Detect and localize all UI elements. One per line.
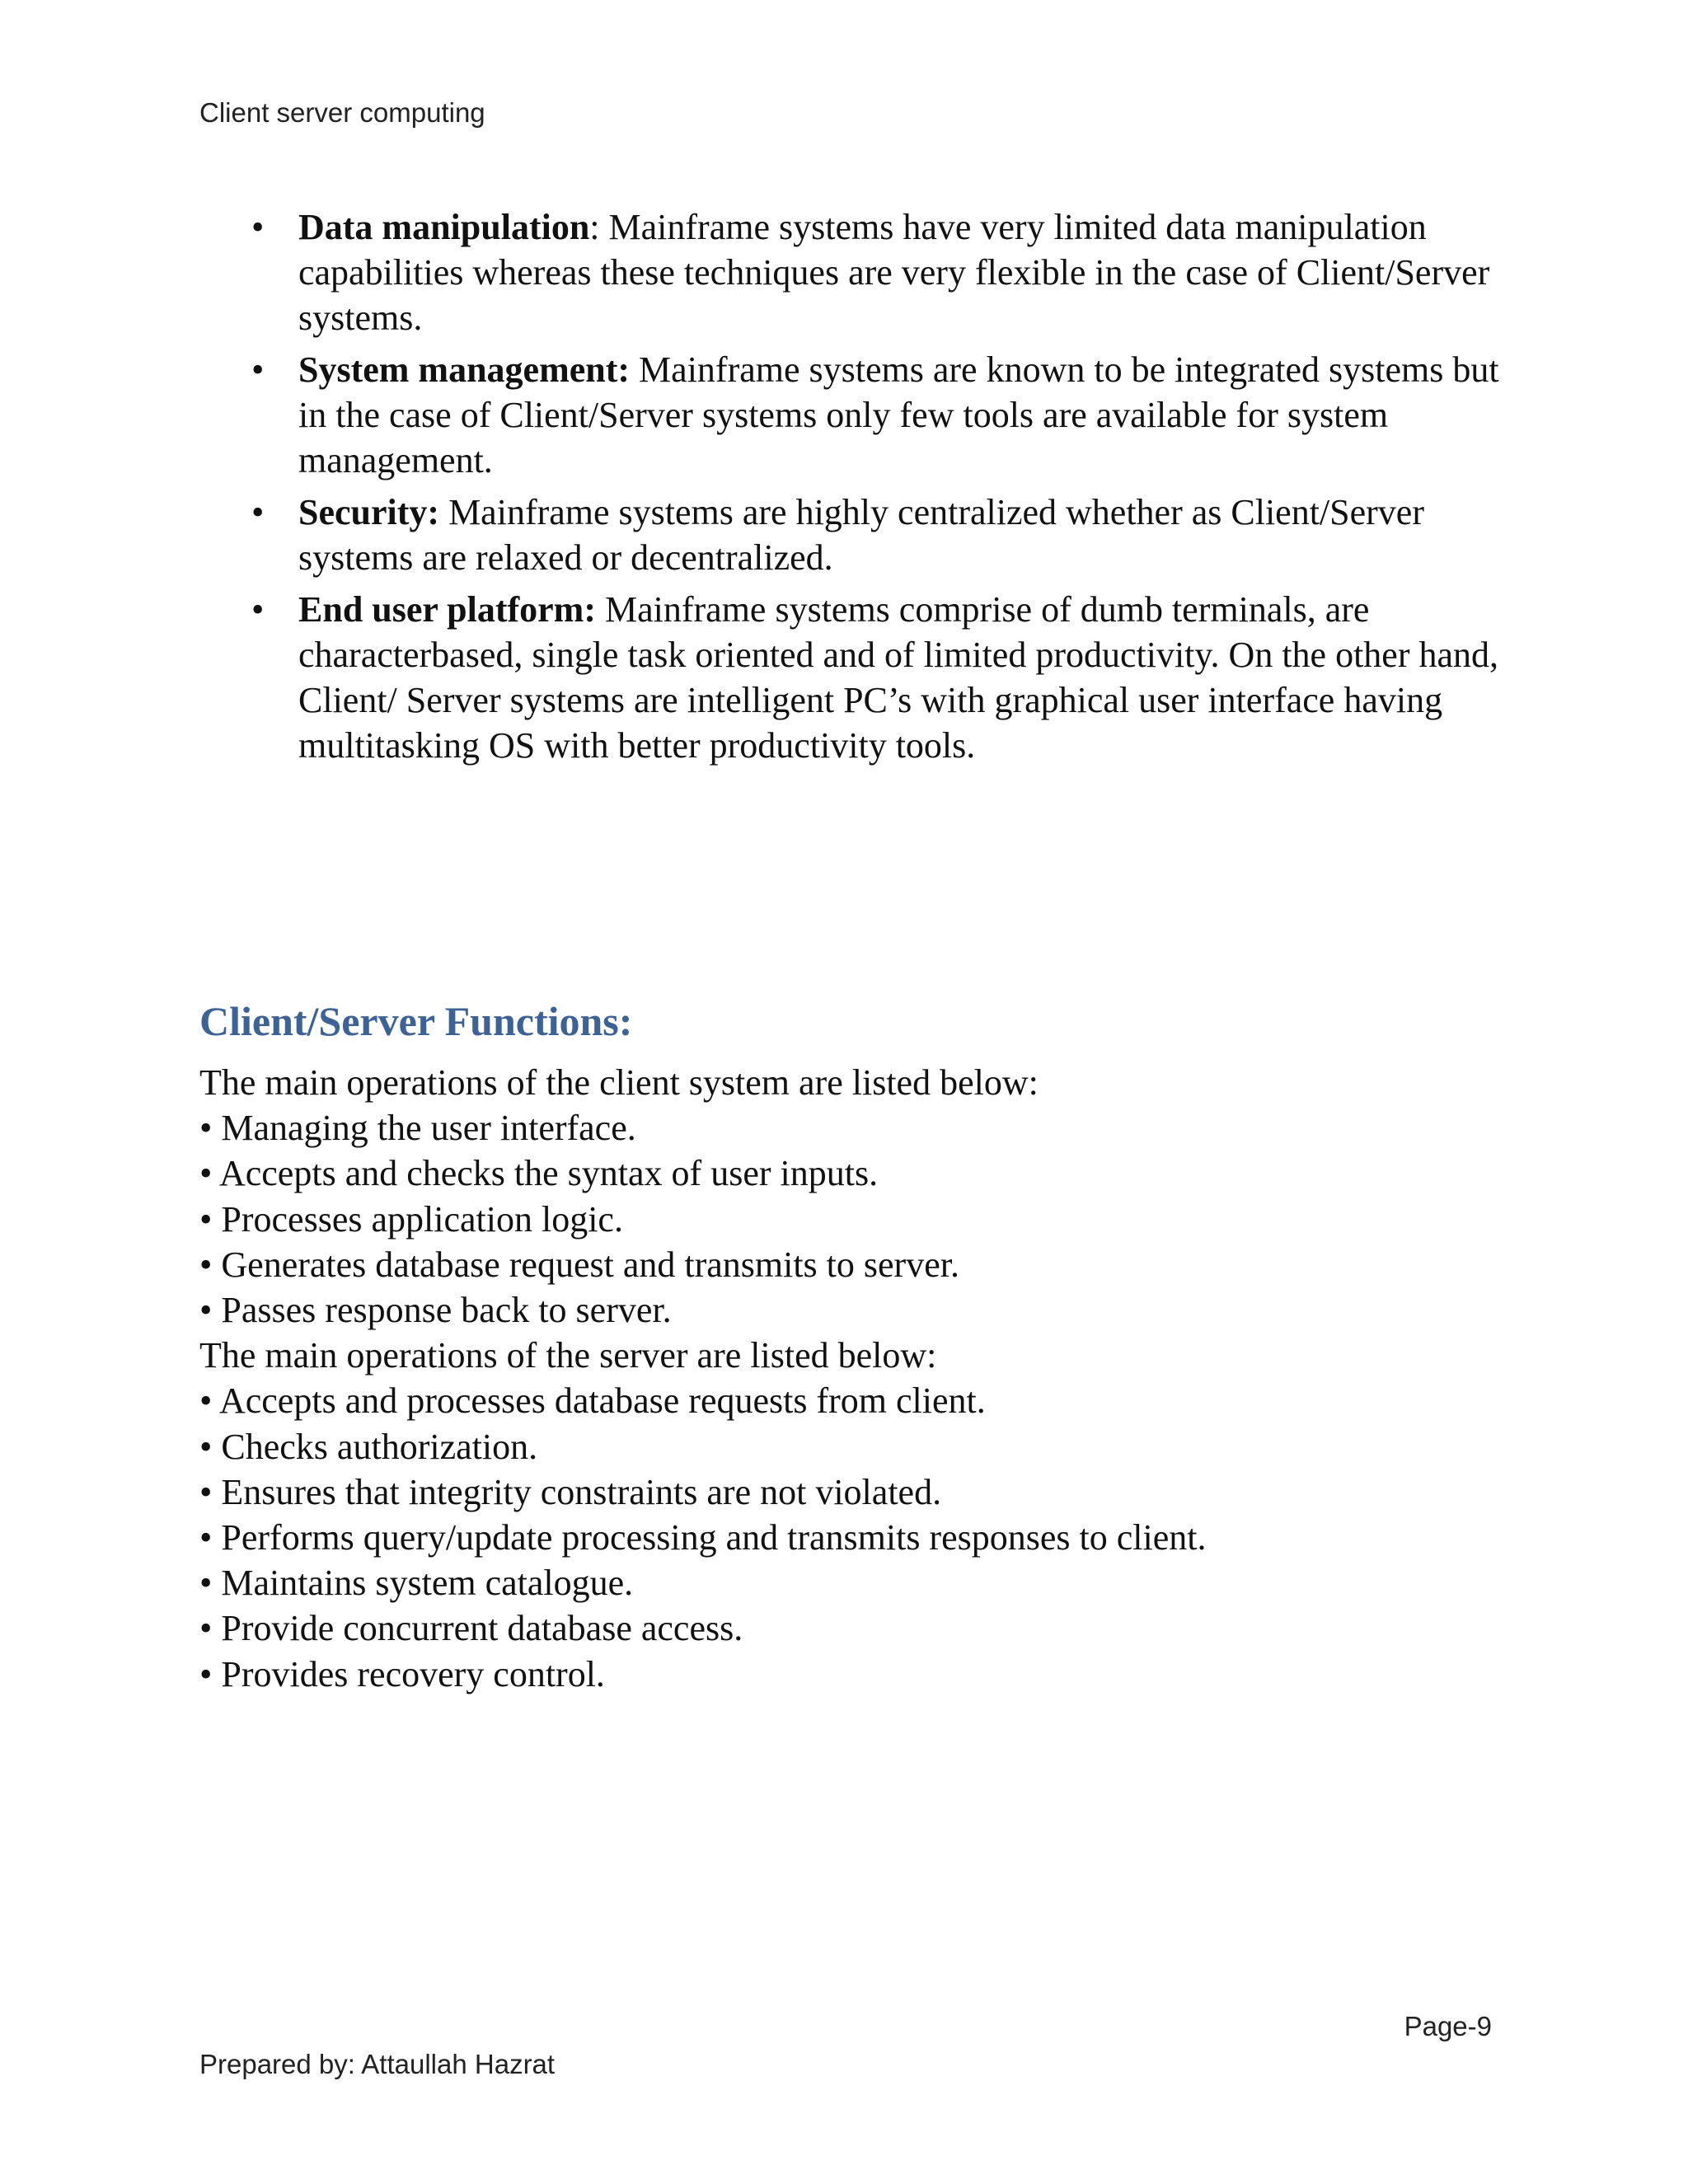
page-header: Client server computing <box>199 97 485 128</box>
functions-list <box>199 1060 1518 1697</box>
list-item <box>247 587 1500 768</box>
bullet-text: Mainframe systems are highly centralized whether as Client/Server systems are relaxed or decentralized. <box>298 492 1424 578</box>
list-item: • Managing the user interface. <box>199 1108 636 1149</box>
page-number: Page-9 <box>1404 2011 1492 2041</box>
client-intro: The main operations of the client system are listed below: <box>199 1062 1039 1103</box>
list-item <box>247 204 1500 340</box>
bullet-term: Security: <box>298 492 440 532</box>
server-intro: The main operations of the server are listed below: <box>199 1335 937 1376</box>
bullet-term: End user platform: <box>298 589 596 630</box>
list-item: • Generates database request and transmits to server. <box>199 1244 959 1285</box>
section-title: Client/Server Functions: <box>199 998 633 1044</box>
list-item <box>247 347 1500 483</box>
list-item: • Accepts and processes database requests from client. <box>199 1380 986 1422</box>
bullet-icon: • <box>251 492 265 532</box>
comparison-list <box>247 204 1500 775</box>
list-item <box>247 490 1500 580</box>
bullet-icon: • <box>251 207 265 247</box>
bullet-text: Mainframe systems have very limited data manipulation capabilities whereas these techniques are very flexible in the case of Client/Server systems. <box>298 207 1490 338</box>
list-item: • Checks authorization. <box>199 1426 538 1467</box>
bullet-text: Mainframe systems are known to be integrated systems but in the case of Client/Server systems only few tools are available for system management. <box>298 349 1499 480</box>
bullet-icon: • <box>251 349 265 390</box>
list-item: • Passes response back to server. <box>199 1290 672 1331</box>
list-item: • Accepts and checks the syntax of user inputs. <box>199 1153 879 1194</box>
list-item: • Maintains system catalogue. <box>199 1563 634 1604</box>
bullet-term: Data manipulation <box>298 207 590 247</box>
list-item: • Provides recovery control. <box>199 1653 605 1694</box>
prepared-by: Prepared by: Attaullah Hazrat <box>199 2049 556 2079</box>
list-item: • Ensures that integrity constraints are not violated. <box>199 1471 942 1512</box>
bullet-term: System management: <box>298 349 631 390</box>
list-item: • Performs query/update processing and transmits responses to client. <box>199 1517 1207 1558</box>
bullet-text: Mainframe systems comprise of dumb terminals, are characterbased, single task oriented and of limited productivity. On the other hand, Client/ Server systems are intelligent PC’s with graphical user interface having multitasking OS with better productivity tools. <box>298 589 1499 766</box>
list-item: • Processes application logic. <box>199 1198 623 1240</box>
list-item: • Provide concurrent database access. <box>199 1608 743 1649</box>
bullet-icon: • <box>251 589 265 630</box>
bullet-separator: : <box>589 207 600 247</box>
